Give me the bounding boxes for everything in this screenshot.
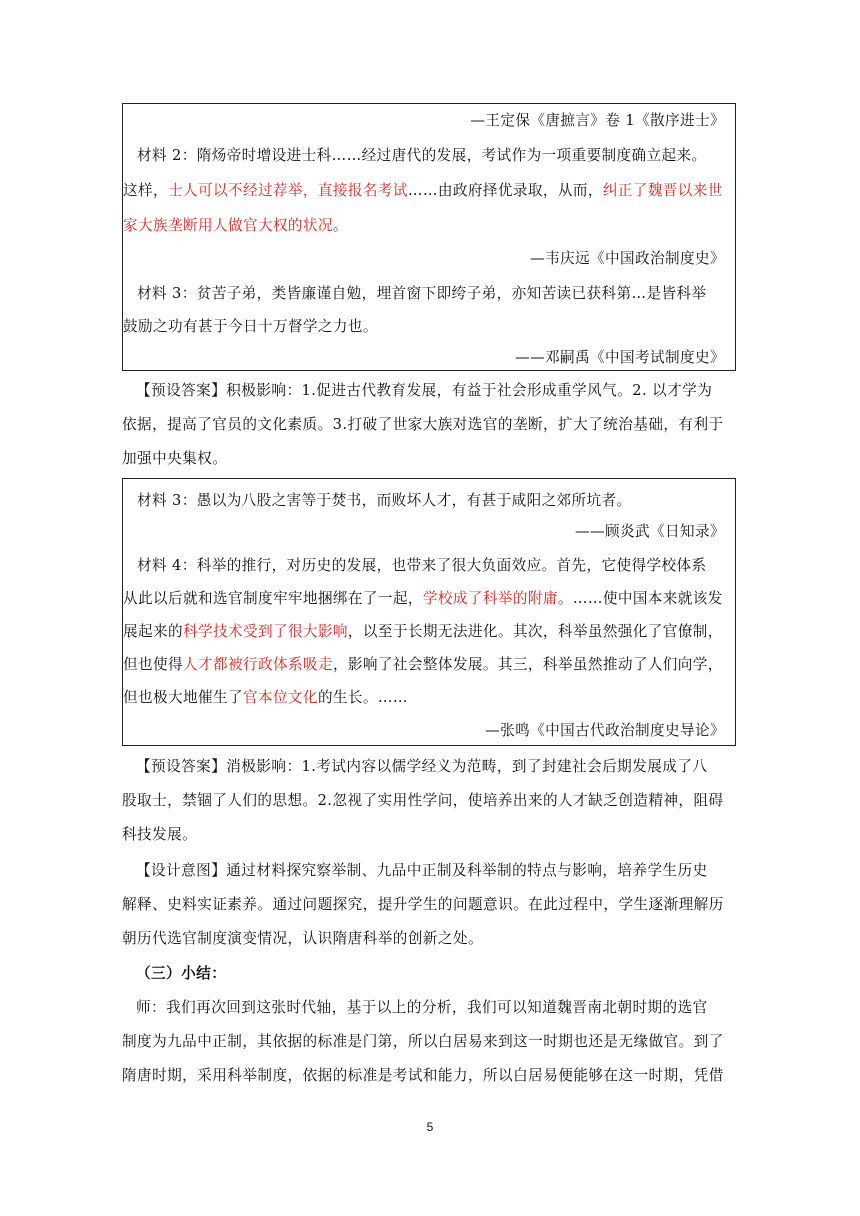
source-material-box-2	[122, 478, 736, 746]
section-heading: （三）小结：	[136, 965, 227, 982]
text-run: ……由政府择优录取，从而，	[407, 182, 603, 199]
material-2-line-3	[123, 216, 735, 236]
material-4-line-3	[123, 622, 735, 642]
source-citation: ——邓嗣禹《中国考试制度史》	[515, 349, 725, 366]
source-citation: —韦庆远《中国政治制度史》	[530, 250, 725, 267]
text-run: 这样，	[123, 182, 168, 199]
highlight-text: 人才都被行政体系吸走	[182, 656, 333, 673]
highlight-text: 科学技术受到了很大影响	[182, 623, 348, 640]
highlight-text: 家大族垄断用人做官大权的状况	[123, 217, 333, 234]
design-intent-line-2: 解释、史料实证素养。通过问题探究，提升学生的问题意识。在此过程中，学生逐渐理解历	[122, 896, 724, 913]
answer-2-line-3: 科技发展。	[122, 826, 198, 843]
text-run: 但也极大地催生了	[123, 689, 243, 706]
material-4-line-2	[123, 589, 735, 609]
text-run: 从此以后就和选官制度牢牢地捆绑在了一起，	[123, 590, 423, 607]
text-run: 但也使得	[123, 656, 183, 673]
material-3-text: 材料 3：愚以为八股之害等于焚书，而败坏人才，有甚于咸阳之郊所坑者。	[137, 492, 632, 509]
design-intent-line-1: 【设计意图】通过材料探究察举制、九品中正制及科举制的特点与影响，培养学生历史	[136, 862, 708, 879]
material-4-line-4	[123, 655, 735, 675]
summary-line-3: 隋唐时期，采用科举制度，依据的标准是考试和能力，所以白居易便能够在这一时期，凭借	[122, 1067, 724, 1084]
source-citation: ——顾炎武《日知录》	[575, 523, 725, 540]
answer-1-line-2: 依据，提高了官员的文化素质。3.打破了世家大族对选官的垄断，扩大了统治基础，有利于	[122, 416, 724, 433]
text-run: 展起来的	[123, 623, 183, 640]
source-material-box-1	[122, 103, 736, 371]
highlight-text: 士人可以不经过荐举，直接报名考试	[167, 182, 408, 199]
text-run: 。……使中国本来就该发	[557, 590, 723, 607]
material-4-line-5	[123, 688, 735, 708]
text-run: 的生长。……	[317, 689, 408, 706]
material-2-line-1: 材料 2：隋炀帝时增设进士科……经过唐代的发展，考试作为一项重要制度确立起来。	[137, 147, 707, 164]
text-run: 。	[332, 217, 348, 234]
material-3-line-1: 材料 3：贫苦子弟，类皆廉谨自勉，埋首窗下即绔子弟，亦知苦读已获科第…是皆科举	[137, 285, 707, 302]
material-3-line-2: 鼓励之功有甚于今日十万督学之力也。	[123, 318, 378, 335]
answer-2-line-1: 【预设答案】消极影响：1.考试内容以儒学经义为范畴，到了封建社会后期发展成了八	[136, 758, 708, 775]
answer-1-line-3: 加强中央集权。	[122, 450, 228, 467]
source-citation: —王定保《唐摭言》卷 1《散序进士》	[470, 112, 725, 129]
highlight-text: 纠正了魏晋以来世	[602, 182, 723, 199]
text-run: ，以至于长期无法进化。其次，科举虽然强化了官僚制，	[347, 623, 723, 640]
text-run: ，影响了社会整体发展。其三，科举虽然推动了人们向学，	[332, 656, 723, 673]
page-number: 5	[426, 1120, 434, 1134]
answer-2-line-2: 股取士，禁锢了人们的思想。2.忽视了实用性学问，使培养出来的人才缺乏创造精神，阻碍	[122, 792, 724, 809]
highlight-text: 学校成了科举的附庸	[422, 590, 558, 607]
design-intent-line-3: 朝历代选官制度演变情况，认识隋唐科举的创新之处。	[122, 930, 484, 947]
highlight-text: 官本位文化	[242, 689, 318, 706]
source-citation: —张鸣《中国古代政治制度史导论》	[485, 722, 725, 739]
summary-line-1: 师：我们再次回到这张时代轴，基于以上的分析，我们可以知道魏晋南北朝时期的选官	[136, 999, 708, 1016]
summary-line-2: 制度为九品中正制，其依据的标准是门第，所以白居易来到这一时期也还是无缘做官。到了	[122, 1033, 724, 1050]
material-4-line-1: 材料 4：科举的推行，对历史的发展，也带来了很大负面效应。首先，它使得学校体系	[137, 557, 707, 574]
answer-1-line-1: 【预设答案】积极影响：1.促进古代教育发展，有益于社会形成重学风气。2. 以才学为	[136, 382, 713, 399]
material-2-line-2	[123, 181, 735, 201]
